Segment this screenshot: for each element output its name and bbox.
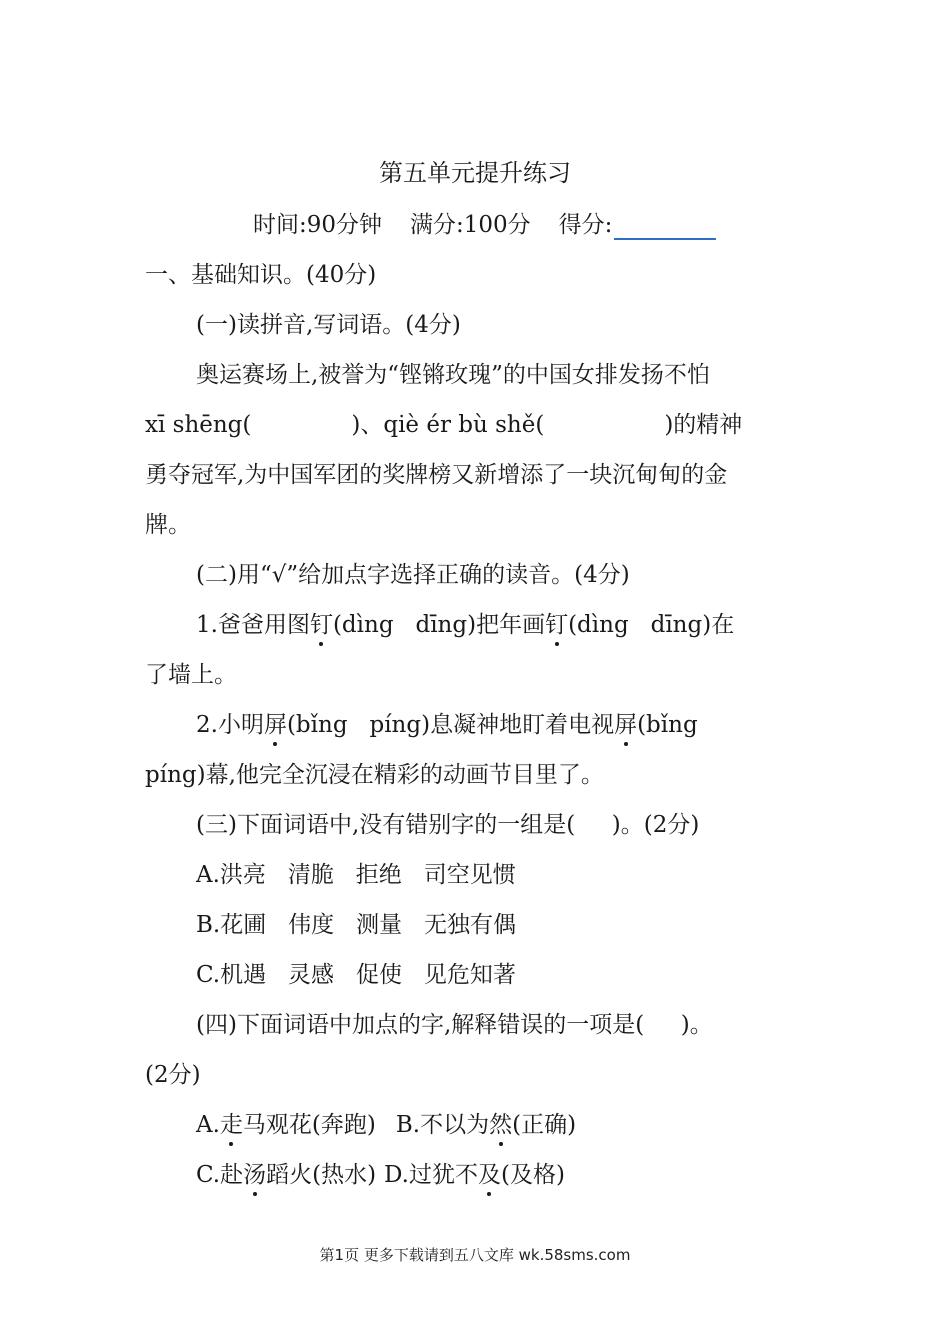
pinyin-prompt: xī shēng( [145,412,252,438]
option-a[interactable] [196,1112,376,1138]
pinyin-prompt: )、qiè ér bù shě( [351,412,545,438]
section-heading: 一、基础知识。(40分) [145,262,377,288]
question-heading: (三)下面词语中,没有错别字的一组是( )。(2分) [196,812,700,838]
time-limit: 时间:90分钟 [253,212,383,238]
option-row [196,1110,576,1140]
score-label: 得分: [558,212,613,238]
exam-info [253,210,716,240]
paragraph-text: )的精神 [664,412,743,438]
full-score: 满分:100分 [410,212,531,238]
question-heading: (一)读拼音,写词语。(4分) [196,312,461,338]
option-text: 蹈火(热水) [266,1162,377,1188]
dotted-char: 及 [477,1162,501,1188]
option-text: D.过犹不 [384,1162,478,1188]
question-item [196,710,698,740]
option-b[interactable]: B.花圃 伟度 测量 无独有偶 [196,912,517,938]
option-text: (及格) [500,1162,565,1188]
option-text: 马观花(奔跑) [242,1112,376,1138]
option-c[interactable] [196,1162,376,1188]
dotted-char: 汤 [243,1162,267,1188]
paragraph-line: 勇夺冠军,为中国军团的奖牌榜又新增添了一块沉甸甸的金 [145,462,728,488]
option-a[interactable]: A.洪亮 清脆 拒绝 司空见惯 [196,862,516,888]
option-text: C.赴 [196,1162,244,1188]
option-d[interactable] [384,1162,565,1188]
dotted-char: 屏 [263,712,287,738]
paragraph-line: 牌。 [145,512,191,538]
item-text: 2.小明 [196,712,264,738]
question-item-cont: 了墙上。 [145,662,237,688]
score-blank[interactable] [614,216,716,240]
question-heading-cont: (2分) [145,1062,201,1088]
option-c[interactable]: C.机遇 灵感 促使 见危知著 [196,962,516,988]
paragraph-line: 奥运赛场上,被誉为“铿锵玫瑰”的中国女排发扬不怕 [196,362,710,388]
question-item [196,610,734,640]
item-text: (dìng dīng)把年画 [332,612,546,638]
item-text: (dìng dīng)在 [568,612,735,638]
dotted-char: 钉 [545,612,569,638]
question-heading: (二)用“√”给加点字选择正确的读音。(4分) [196,562,630,588]
pinyin-line [145,410,742,440]
item-text: 1.爸爸用图 [196,612,310,638]
dotted-char: 然 [489,1112,513,1138]
dotted-char: 钉 [309,612,333,638]
question-item-cont: píng)幕,他完全沉浸在精彩的动画节目里了。 [145,762,604,788]
dotted-char: 走 [219,1112,243,1138]
item-text: (bǐng píng)息凝神地盯着电视 [286,712,615,738]
item-text: (bǐng [637,712,698,738]
option-b[interactable] [396,1112,576,1138]
dotted-char: 屏 [614,712,638,738]
option-text: (正确) [512,1112,577,1138]
option-text: B.不以为 [395,1112,490,1138]
option-label: A. [196,1112,220,1138]
page-footer: 第1页 更多下载请到五八文库 wk.58sms.com [319,1246,631,1264]
option-row [196,1160,565,1190]
question-heading: (四)下面词语中加点的字,解释错误的一项是( )。 [196,1012,713,1038]
page-title: 第五单元提升练习 [379,159,571,187]
